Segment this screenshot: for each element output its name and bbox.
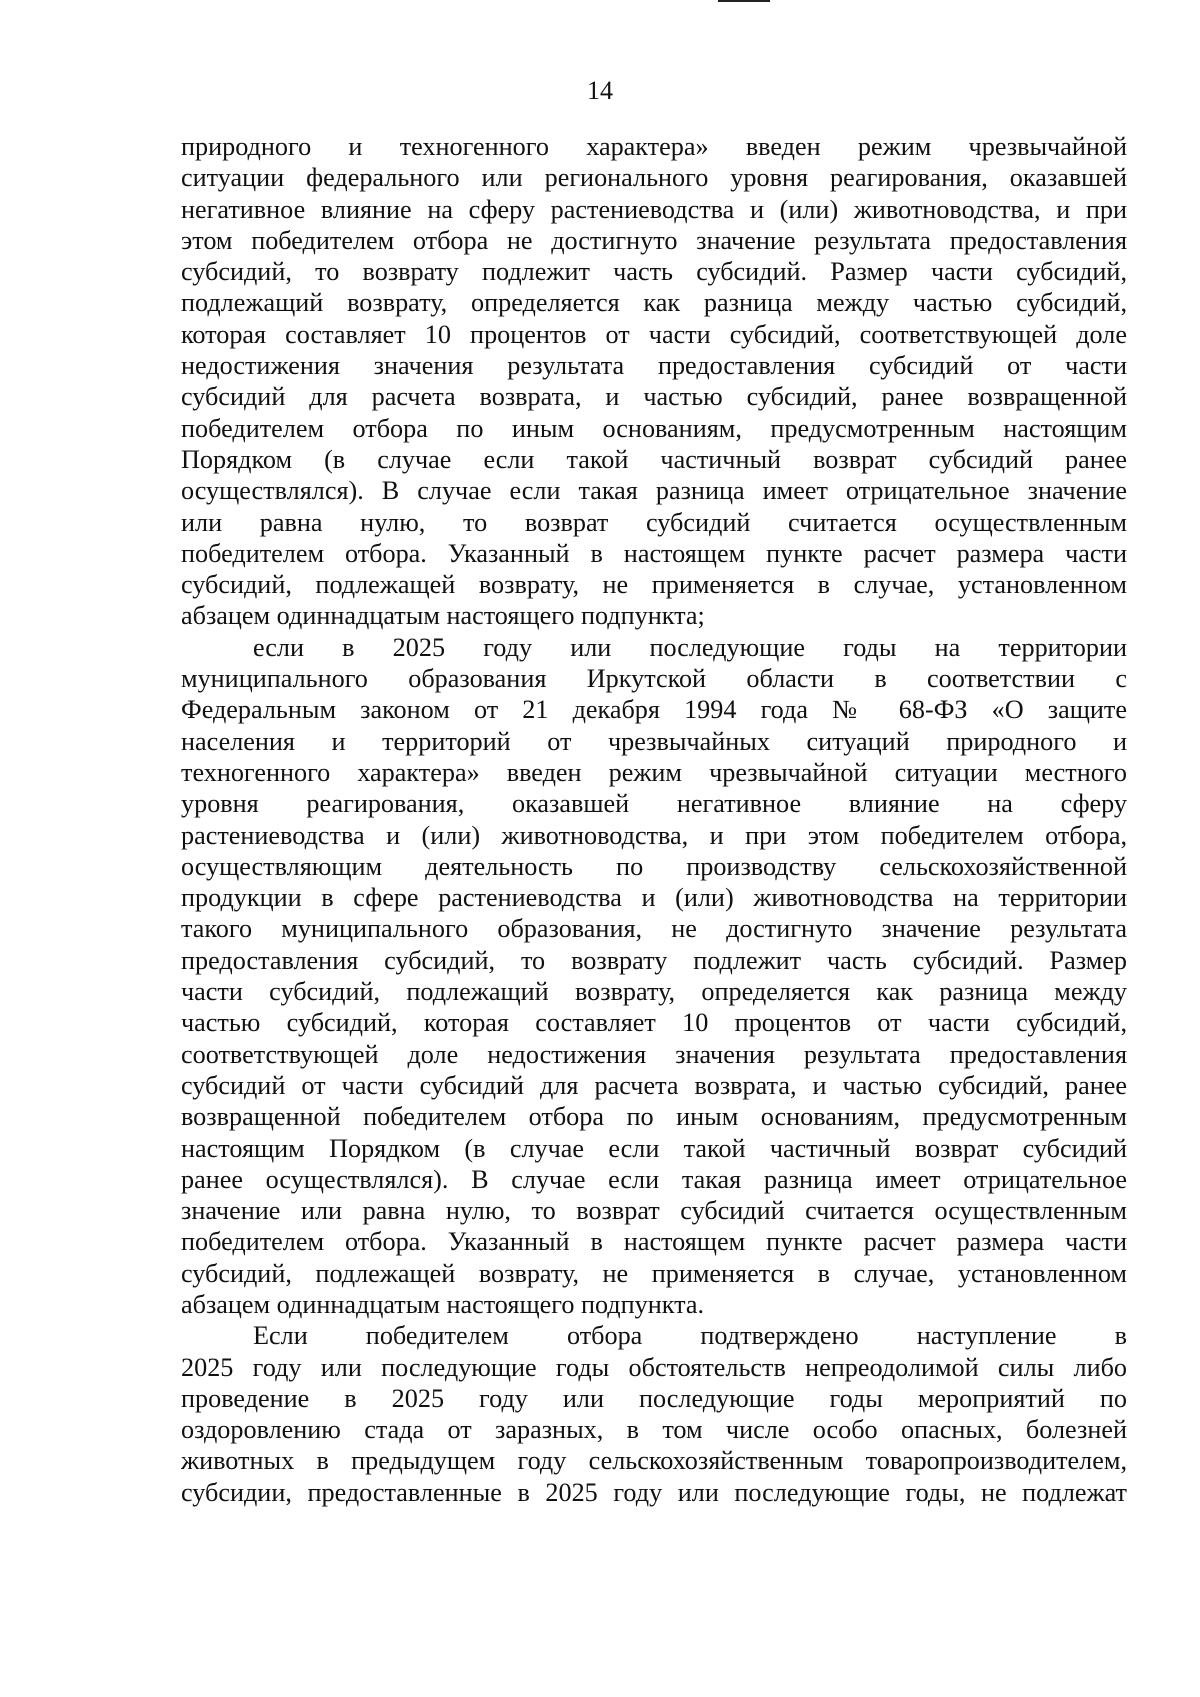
text-line: победителем отбора по иным основаниям, предусмотренным настоящим — [181, 413, 1127, 443]
text-line: такого муниципального образования, не достигнуто значение результата — [181, 914, 1127, 944]
text-line: 2025 году или последующие годы обстоятельств непреодолимой силы либо — [181, 1352, 1127, 1382]
page-number: 14 — [587, 76, 613, 105]
text-line: этом победителем отбора не достигнуто значение результата предоставления — [181, 225, 1127, 255]
text-line: возвращенной победителем отбора по иным основаниям, предусмотренным — [181, 1102, 1127, 1132]
text-line: абзацем одиннадцатым настоящего подпункта. — [181, 1289, 705, 1319]
text-line: продукции в сфере растениеводства и (или) животноводства на территории — [181, 883, 1127, 913]
text-line: предоставления субсидий, то возврату подлежит часть субсидий. Размер — [181, 945, 1127, 975]
text-line: если в 2025 году или последующие годы на территории — [253, 632, 1127, 662]
text-line: растениеводства и (или) животноводства, и при этом победителем отбора, — [181, 820, 1127, 850]
paragraph — [181, 1320, 1127, 1508]
text-line: муниципального образования Иркутской области в соответствии с — [181, 664, 1127, 694]
text-line: ситуации федерального или регионального уровня реагирования, оказавшей — [181, 163, 1127, 193]
top-edge-mark — [718, 0, 770, 2]
text-line: недостижения значения результата предоставления субсидий от части — [181, 351, 1127, 381]
text-line: части субсидий, подлежащий возврату, определяется как разница между — [181, 977, 1127, 1007]
paragraph — [181, 632, 1127, 1321]
text-line: природного и техногенного характера» введен режим чрезвычайной — [181, 132, 1127, 161]
text-line: негативное влияние на сферу растениеводства и (или) животноводства, и при — [181, 194, 1127, 224]
text-line: настоящим Порядком (в случае если такой частичный возврат субсидий — [181, 1133, 1127, 1163]
document-body — [181, 131, 1127, 1508]
paragraph — [181, 131, 1127, 632]
text-line: частью субсидий, которая составляет 10 процентов от части субсидий, — [181, 1008, 1127, 1038]
text-line: соответствующей доле недостижения значения результата предоставления — [181, 1039, 1127, 1069]
text-line: субсидии, предоставленные в 2025 году или последующие годы, не подлежат — [181, 1477, 1127, 1507]
text-line: осуществлялся). В случае если такая разница имеет отрицательное значение — [181, 476, 1127, 506]
text-line: субсидий, то возврату подлежит часть субсидий. Размер части субсидий, — [181, 257, 1127, 287]
text-line: которая составляет 10 процентов от части субсидий, соответствующей доле — [181, 319, 1127, 349]
text-line: населения и территорий от чрезвычайных ситуаций природного и — [181, 726, 1127, 756]
text-line: Порядком (в случае если такой частичный возврат субсидий ранее — [181, 444, 1127, 474]
text-line: оздоровлению стада от заразных, в том числе особо опасных, болезней — [181, 1415, 1127, 1445]
text-line: значение или равна нулю, то возврат субсидий считается осуществленным — [181, 1196, 1127, 1226]
text-line: ранее осуществлялся). В случае если такая разница имеет отрицательное — [181, 1164, 1127, 1194]
text-line: субсидий, подлежащей возврату, не применяется в случае, установленном — [181, 1258, 1127, 1288]
text-line: Если победителем отбора подтверждено наступление в — [253, 1321, 1127, 1351]
text-line: техногенного характера» введен режим чрезвычайной ситуации местного — [181, 757, 1127, 787]
text-line: или равна нулю, то возврат субсидий считается осуществленным — [181, 507, 1127, 537]
text-line: победителем отбора. Указанный в настоящем пункте расчет размера части — [181, 538, 1127, 568]
text-line: субсидий от части субсидий для расчета возврата, и частью субсидий, ранее — [181, 1070, 1127, 1100]
text-line: осуществляющим деятельность по производству сельскохозяйственной — [181, 851, 1127, 881]
text-line: абзацем одиннадцатым настоящего подпункта; — [181, 601, 705, 631]
text-line: проведение в 2025 году или последующие годы мероприятий по — [181, 1383, 1127, 1413]
text-line: Федеральным законом от 21 декабря 1994 года № 68-ФЗ «О защите — [181, 695, 1127, 725]
text-line: субсидий для расчета возврата, и частью субсидий, ранее возвращенной — [181, 382, 1127, 412]
text-line: животных в предыдущем году сельскохозяйственным товаропроизводителем, — [181, 1446, 1127, 1476]
text-line: субсидий, подлежащей возврату, не применяется в случае, установленном — [181, 570, 1127, 600]
text-line: подлежащий возврату, определяется как разница между частью субсидий, — [181, 288, 1127, 318]
text-line: победителем отбора. Указанный в настоящем пункте расчет размера части — [181, 1227, 1127, 1257]
text-line: уровня реагирования, оказавшей негативное влияние на сферу — [181, 789, 1127, 819]
